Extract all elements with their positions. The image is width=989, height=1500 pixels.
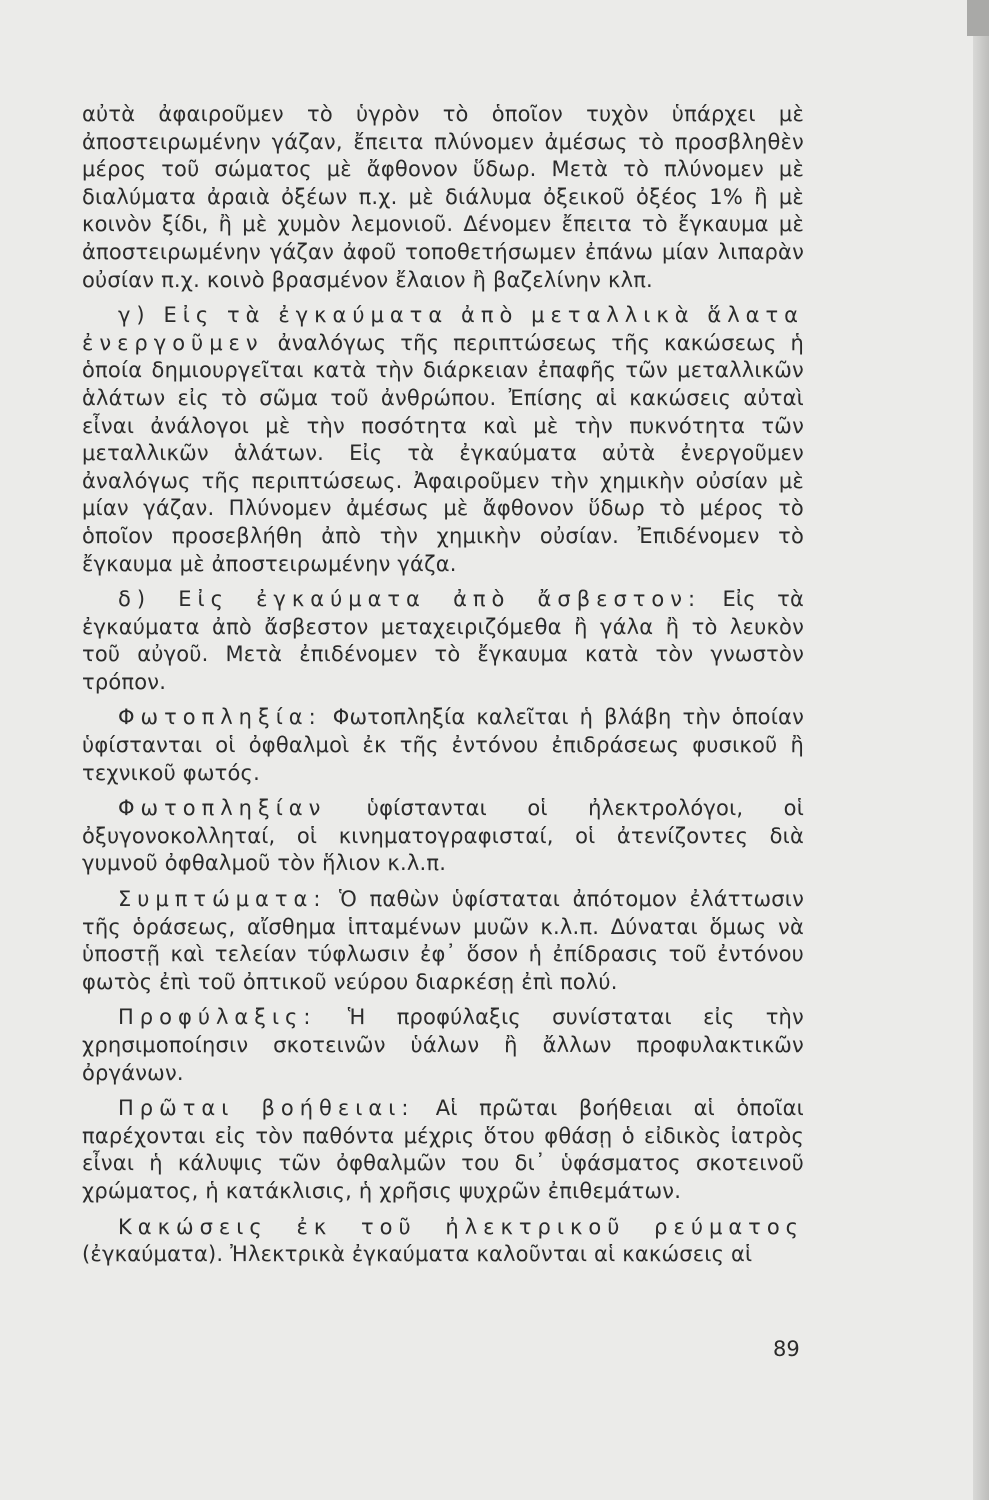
paragraph-text: (ἐγκαύματα). Ἠλεκτρικὰ ἐγκαύματα καλοῦνται αἱ κακώσεις αἱ <box>82 1242 753 1267</box>
paragraph <box>82 1214 804 1269</box>
paragraph <box>82 1004 804 1087</box>
page-corner <box>967 0 989 36</box>
paragraph-text: Εἰς τὰ ἐγκαύματα ἀπὸ ἄσβεστον μεταχειριζόμεθα ἢ γάλα ἢ τὸ λευκὸν τοῦ αὐγοῦ. Μετὰ ἐπιδένομεν τὸ ἔγκαυμα κατὰ τὸν γνωστὸν τρόπον. <box>82 587 804 694</box>
paragraph-text: Ἡ προφύλαξις συνίσταται εἰς τὴν χρησιμοποίησιν σκοτεινῶν ὑάλων ἢ ἄλλων προφυλακτικῶν ὀργάνων. <box>82 1005 804 1085</box>
paragraph-lead: Συμπτώματα: <box>118 887 327 912</box>
paragraph-lead: δ) Εἰς ἐγκαύματα ἀπὸ ἄσβεστον: <box>118 587 702 612</box>
paragraph <box>82 795 804 878</box>
paragraph <box>82 704 804 787</box>
paragraph <box>82 886 804 996</box>
paragraph-text: Αἱ πρῶται βοήθειαι αἱ ὁποῖαι παρέχονται εἰς τὸν παθόντα μέχρις ὅτου φθάσῃ ὁ εἰδικὸς ἰατρὸς εἶναι ἡ κάλυψις τῶν ὀφθαλμῶν του δι᾽ ὑφάσματος σκοτεινοῦ χρώματος, ἡ κατάκλισις, ἡ χρῆσις ψυχρῶν ἐπιθεμάτων. <box>82 1096 804 1203</box>
paragraph <box>82 302 804 578</box>
paragraph-lead: Φωτοπληξία: <box>118 705 322 730</box>
paragraph-text: ὑφίστανται οἱ ἠλεκτρολόγοι, οἱ ὀξυγονοκολληταί, οἱ κινηματογραφισταί, οἱ ἀτενίζοντες διὰ γυμνοῦ ὀφθαλμοῦ τὸν ἥλιον κ.λ.π. <box>82 796 804 876</box>
paragraph-lead: Πρῶται βοήθειαι: <box>118 1096 415 1121</box>
paragraph-text: Φωτοπληξία καλεῖται ἡ βλάβη τὴν ὁποίαν ὑφίστανται οἱ ὀφθαλμοὶ ἐκ τῆς ἐντόνου ἐπιδράσεως φυσικοῦ ἢ τεχνικοῦ φωτός. <box>82 705 804 785</box>
page-body <box>82 101 804 1277</box>
paragraph <box>82 586 804 696</box>
paragraph-lead: γ) Εἰς τὰ ἐγκαύματα ἀπὸ μεταλλικὰ ἅλατα ἐνεργοῦμεν <box>82 303 804 355</box>
paragraph-lead: Προφύλαξις: <box>118 1005 317 1030</box>
paragraph-lead: Κακώσεις ἐκ τοῦ ἠλεκτρικοῦ ρεύματος <box>118 1214 804 1239</box>
paragraph-text: ἀναλόγως τῆς περιπτώσεως τῆς κακώσεως ἡ ὁποία δημιουργεῖται κατὰ τὴν διάρκειαν ἐπαφῆς τῶν μεταλλικῶν ἁλάτων εἰς τὸ σῶμα τοῦ ἀνθρώπου. Ἐπίσης αἱ κακώσεις αὐταὶ εἶναι ἀνάλογοι μὲ τὴν ποσότητα καὶ μὲ τὴν πυκνότητα τῶν μεταλλικῶν ἁλάτων. Εἰς τὰ ἐγκαύματα αὐτὰ ἐνεργοῦμεν ἀναλόγως τῆς περιπτώσεως. Ἀφαιροῦμεν τὴν χημικὴν οὐσίαν μὲ μίαν γάζαν. Πλύνομεν ἀμέσως μὲ ἄφθονον ὕδωρ τὸ μέρος τὸ ὁποῖον προσεβλήθη ἀπὸ τὴν χημικὴν οὐσίαν. Ἐπιδένομεν τὸ ἔγκαυμα μὲ ἀποστειρωμένην γάζα. <box>82 330 804 576</box>
page-edge <box>973 0 989 1500</box>
paragraph <box>82 1095 804 1205</box>
page-number: 89 <box>773 1337 800 1361</box>
paragraph-text: Ὁ παθὼν ὑφίσταται ἀπότομον ἐλάττωσιν τῆς ὁράσεως, αἴσθημα ἱπταμένων μυῶν κ.λ.π. Δύναται ὅμως νὰ ὑποστῇ καὶ τελείαν τύφλωσιν ἐφ᾽ ὅσον ἡ ἐπίδρασις τοῦ ἐντόνου φωτὸς ἐπὶ τοῦ ὀπτικοῦ νεύρου διαρκέσῃ ἐπὶ πολύ. <box>82 887 804 994</box>
paragraph-text: αὐτὰ ἀφαιροῦμεν τὸ ὑγρὸν τὸ ὁποῖον τυχὸν ὑπάρχει μὲ ἀποστειρωμένην γάζαν, ἔπειτα πλύνομεν ἀμέσως τὸ προσβληθὲν μέρος τοῦ σώματος μὲ ἄφθονον ὕδωρ. Μετὰ τὸ πλύνομεν μὲ διαλύματα ἀραιὰ ὀξέων π.χ. μὲ διάλυμα ὀξεικοῦ ὀξέος 1% ἢ μὲ κοινὸν ξίδι, ἢ μὲ χυμὸν λεμονιοῦ. Δένομεν ἔπειτα τὸ ἔγκαυμα μὲ ἀποστειρωμένην γάζαν ἀφοῦ τοποθετήσωμεν ἐπάνω μίαν λιπαρὰν οὐσίαν π.χ. κοινὸ βρασμένον ἔλαιον ἢ βαζελίνην κλπ. <box>82 102 804 292</box>
paragraph-lead: Φωτοπληξίαν <box>118 796 327 821</box>
paragraph <box>82 101 804 294</box>
